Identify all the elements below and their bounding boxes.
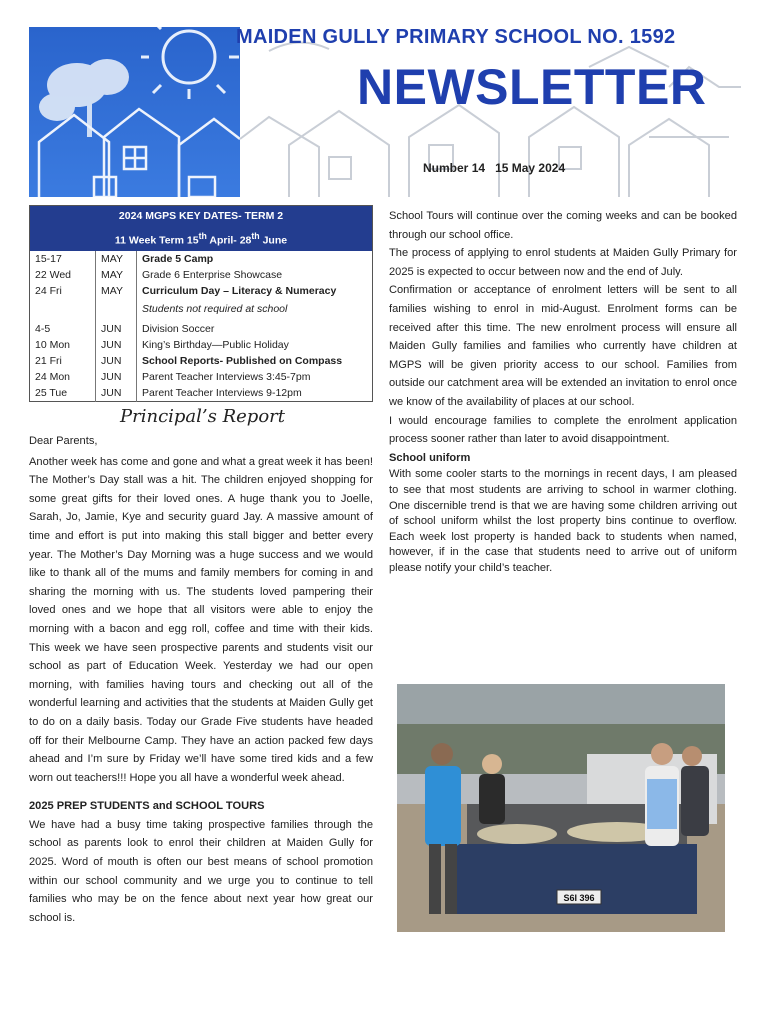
prep-heading: 2025 PREP STUDENTS and SCHOOL TOURS bbox=[29, 800, 265, 813]
key-dates-table bbox=[29, 205, 373, 402]
issue-number: 14 bbox=[471, 161, 486, 175]
event-cell: School Reports- Published on Compass bbox=[137, 353, 373, 369]
date-cell: 15-17 bbox=[35, 252, 62, 265]
number-plate-text: S6I 396 bbox=[563, 893, 595, 903]
month-cell: JUN bbox=[96, 337, 137, 353]
issue-date: 15 May 2024 bbox=[495, 161, 566, 175]
enrol-paragraph-1: The process of applying to enrol students at Maiden Gully Primary for 2025 is expected to occur between now and the end of July. bbox=[389, 247, 737, 278]
left-column bbox=[29, 432, 373, 927]
month-cell: MAY bbox=[96, 283, 137, 321]
table-row bbox=[30, 321, 373, 337]
month-cell: JUN bbox=[96, 369, 137, 385]
event-cell: Parent Teacher Interviews 9-12pm bbox=[137, 385, 373, 402]
month-cell: JUN bbox=[96, 353, 137, 369]
uniform-heading: School uniform bbox=[389, 451, 471, 464]
table-row bbox=[30, 267, 373, 283]
event-title: Curriculum Day – Literacy & Numeracy bbox=[142, 284, 337, 297]
event-cell: Parent Teacher Interviews 3:45-7pm bbox=[137, 369, 373, 385]
event-cell: Grade 6 Enterprise Showcase bbox=[137, 267, 373, 283]
right-column bbox=[389, 207, 737, 576]
table-heading-row bbox=[30, 206, 373, 227]
uniform-body: With some cooler starts to the mornings in recent days, I am pleased to see that most students are arriving to school in warmer clothing. One discernible trend is that we are having some children arriving out of school uniform whilst the lost property bins continue to overflow. Each week lost property is handed back to students when named, however, if in the case that students need to arrive out of uniform please notify your child’s teacher. bbox=[389, 468, 737, 574]
table-subheading-row bbox=[30, 226, 373, 251]
issue-line bbox=[423, 161, 565, 175]
table-row bbox=[30, 369, 373, 385]
table-heading: 2024 MGPS KEY DATES- TERM 2 bbox=[30, 206, 373, 227]
event-cell bbox=[137, 283, 373, 321]
subheading-part: June bbox=[259, 234, 288, 247]
table-row bbox=[30, 251, 373, 267]
event-note: Students not required at school bbox=[142, 302, 288, 315]
school-name: MAIDEN GULLY PRIMARY SCHOOL NO. 1592 bbox=[236, 26, 676, 48]
date-cell: 24 Mon bbox=[35, 370, 71, 383]
event-cell: Division Soccer bbox=[137, 321, 373, 337]
enrol-paragraph-2: Confirmation or acceptance of enrolment letters will be sent to all families wishing to enrol in mid-August. Enrolment forms can be received after this time. The new enrolment process will ensure all Maiden Gully families and families who currently have children at MGPS will be given priority access to our school. Families from outside our catchment area will be extended an invitation to enrol once we know of the availability of places at our school. bbox=[389, 284, 737, 408]
month-cell: JUN bbox=[96, 321, 137, 337]
event-cell: King’s Birthday—Public Holiday bbox=[137, 337, 373, 353]
subheading-part: April- 28 bbox=[206, 234, 252, 247]
table-row bbox=[30, 337, 373, 353]
date-cell: 21 Fri bbox=[35, 354, 62, 367]
date-cell: 24 Fri bbox=[35, 284, 62, 297]
subheading-sup: th bbox=[251, 231, 260, 241]
month-cell: MAY bbox=[96, 267, 137, 283]
subheading-sup: th bbox=[198, 231, 207, 241]
table-row bbox=[30, 385, 373, 402]
enrol-paragraph-3: I would encourage families to complete the enrolment application process sooner rather than later to avoid disappointment. bbox=[389, 414, 737, 446]
table-subheading bbox=[30, 226, 373, 251]
date-cell: 10 Mon bbox=[35, 338, 71, 351]
month-cell: JUN bbox=[96, 385, 137, 402]
event-cell: Grade 5 Camp bbox=[137, 251, 373, 267]
table-row bbox=[30, 353, 373, 369]
greeting: Dear Parents, bbox=[29, 435, 98, 447]
date-cell: 4-5 bbox=[35, 322, 51, 335]
mothers-day-breakfast-photo bbox=[397, 684, 725, 932]
principal-report-body: Another week has come and gone and what a great week it has been! The Mother’s Day stall was a hit. The children enjoyed shopping for some great gifts for their loved ones. A huge thank you to Joelle, Sarah, Jo, Jamie, Kye and security guard Jay. A massive amount of time and effort is put into making this stall bigger and better every year. The Mother’s Day Morning was a huge success and we would like to thank all of the mums and family members for coming in and sharing the morning with us. The students loved pampering their loved ones and we hope that all visitors were able to enjoy the morning with a bacon and egg roll, coffee and time with their kids. This week we have seen prospective parents and students visit our school as part of Education Week. Yesterday we had our open morning, with families having tours and checking out all of the wonderful learning and activities that the students at Maiden Gully get to do on a daily basis. Today our Grade Five students have headed off for their Melbourne Camp. They have an action packed few days ahead and I’m sure by Friday we’ll have some tired kids and a few worn out teachers!!! Hope you all have a wonderful week ahead. bbox=[29, 455, 373, 784]
tours-paragraph: School Tours will continue over the coming weeks and can be booked through our school office. bbox=[389, 210, 737, 241]
newsletter-title: NEWSLETTER bbox=[357, 59, 707, 115]
prep-body: We have had a busy time taking prospective families through the school as parents look to enrol their children at Maiden Gully for 2025. Word of mouth is often our best means of school promotion within our school community and we urge you to continue to tell families who may be on the fence about next year how great our school is. bbox=[29, 818, 373, 924]
principal-report-heading: Principal’s Report bbox=[120, 406, 285, 427]
table-row bbox=[30, 283, 373, 321]
month-cell: MAY bbox=[96, 251, 137, 267]
date-cell: 22 Wed bbox=[35, 268, 71, 281]
date-cell: 25 Tue bbox=[35, 386, 68, 399]
issue-number-label: Number bbox=[423, 161, 469, 175]
subheading-part: 11 Week Term 15 bbox=[114, 234, 199, 247]
